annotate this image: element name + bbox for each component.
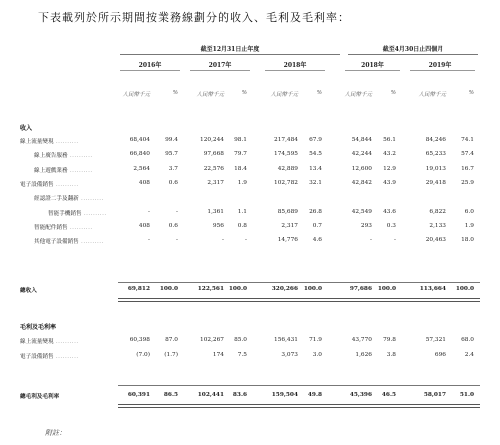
period-divider-interim [348,54,478,55]
percent-cell: 79.8 [383,337,396,343]
row-label-text: 電子設備銷售 [20,181,54,188]
amount-cell: 174 [212,352,224,358]
percent-label: % [468,90,474,96]
table-row [0,223,500,232]
leader-dots: .......... [67,153,93,160]
percent-label: % [172,90,178,96]
percent-cell: 25.9 [461,179,474,186]
percent-cell: 99.4 [165,137,178,143]
row-label-text: 線上流量變現 [20,139,54,145]
amount-cell: 102,267 [200,337,224,343]
percent-cell: 7.5 [237,352,247,358]
section-gross-heading: 毛利及毛利率 [20,324,57,331]
percent-cell: 6.0 [464,208,474,215]
amount-cell: 956 [212,222,224,229]
leader-dots: .......... [78,239,104,246]
percent-cell: 3.8 [386,352,396,358]
percent-cell: 100.0 [455,286,474,292]
amount-cell: 12,600 [351,165,372,172]
table-row [0,337,500,346]
amount-cell: - [222,237,224,244]
percent-cell: 54.5 [309,151,322,158]
percent-cell: 49.8 [307,392,322,398]
year-underline [190,70,250,71]
percent-cell: 0.3 [386,222,396,229]
percent-cell: 3.7 [168,165,178,172]
percent-cell: 43.2 [383,151,396,158]
percent-cell: 56.1 [383,137,396,143]
amount-cell: 1,361 [207,208,224,215]
percent-cell: 1.1 [237,208,247,215]
amount-cell: 68,404 [129,137,150,143]
amount-cell: 42,889 [277,165,298,172]
year-header: 2016年 [138,62,162,69]
percent-cell: (1.7) [164,352,178,358]
percent-cell: 68.0 [461,337,474,343]
row-label-text: 線上流量變現 [20,339,54,345]
table-row [0,137,500,146]
percent-cell: 83.6 [232,392,247,398]
year-header: 2018年 [283,62,307,69]
percent-cell: - [394,237,396,244]
amount-cell: 29,418 [425,179,446,186]
leader-dots: .......... [67,224,93,231]
amount-cell: 1,626 [355,352,372,358]
percent-cell: 51.0 [459,392,474,398]
revenue-total-rule [118,282,480,283]
amount-cell: 69,812 [127,286,150,292]
percent-cell: 100.0 [377,286,396,292]
table-row [0,352,500,361]
year-header: 2017年 [208,62,232,69]
row-label [34,223,93,231]
amount-cell: 57,321 [425,337,446,343]
year-underline [120,70,180,71]
percent-cell: 95.7 [165,151,178,158]
amount-cell: 42,549 [351,208,372,215]
table-row [0,209,500,218]
leader-dots: .......... [53,339,79,345]
percent-cell: 74.1 [461,137,474,143]
percent-cell: 2.4 [464,352,474,358]
gross-total-double-rule [118,404,480,408]
row-label [20,337,79,345]
unit-label: 人民幣千元 [270,92,298,98]
amount-cell: 14,776 [277,237,298,244]
leader-dots: .......... [53,181,79,188]
amount-cell: 19,013 [425,165,446,172]
amount-cell: 58,017 [423,392,446,398]
percent-label: % [241,90,247,96]
amount-cell: 54,844 [351,137,372,143]
unit-label: 人民幣千元 [122,92,150,98]
page-title: 下表載列於所示期間按業務線劃分的收入、毛利及毛利率： [38,11,350,24]
row-label [20,286,37,294]
percent-cell: - [245,237,247,244]
leader-dots: .......... [67,167,93,174]
row-label-text: 線上廣告服務 [34,153,68,160]
amount-cell: 42,244 [351,151,372,158]
amount-cell: 102,782 [274,179,298,186]
percent-cell: 0.8 [237,222,247,229]
amount-cell: 66,840 [129,151,150,158]
revenue-total-double-rule [118,298,480,302]
amount-cell: 6,822 [429,208,446,215]
leader-dots: .......... [78,196,104,203]
percent-cell: 100.0 [303,286,322,292]
percent-cell: 13.4 [309,165,322,172]
percent-cell: 12.9 [383,165,396,172]
percent-cell: 67.9 [309,137,322,143]
leader-dots: .......... [53,354,79,360]
percent-cell: 32.1 [309,179,322,186]
unit-label: 人民幣千元 [344,92,372,98]
unit-label: 人民幣千元 [196,92,224,98]
percent-cell: - [176,237,178,244]
table-row [0,194,500,203]
amount-cell: 85,689 [277,208,298,215]
leader-dots: .......... [81,210,107,217]
percent-cell: 0.7 [312,222,322,229]
percent-label: % [316,90,322,96]
amount-cell: - [148,208,150,215]
amount-cell: 2,564 [133,165,150,172]
row-label [20,392,59,400]
percent-cell: 85.0 [234,337,247,343]
percent-cell: 57.4 [461,151,474,158]
amount-cell: 696 [434,352,446,358]
amount-cell: 113,664 [419,286,446,292]
amount-cell: 156,431 [274,337,298,343]
amount-cell: 120,244 [200,137,224,143]
table-row [0,151,500,160]
percent-cell: 100.0 [159,286,178,292]
table-row [0,166,500,175]
amount-cell: 60,398 [129,337,150,343]
row-label-text: 電子設備銷售 [20,354,54,360]
amount-cell: 97,686 [349,286,372,292]
total-row [0,286,500,295]
percent-cell: - [176,208,178,215]
amount-cell: 293 [360,222,372,229]
table-row [0,180,500,189]
percent-cell: 1.9 [237,179,247,186]
percent-cell: 43.6 [383,208,396,215]
percent-cell: 79.7 [234,151,247,158]
amount-cell: 45,396 [349,392,372,398]
percent-cell: 3.0 [312,352,322,358]
period-header-interim: 截至4月30日止四個月 [382,46,444,53]
amount-cell: 2,133 [429,222,446,229]
period-header-annual: 截至12月31日止年度 [200,46,260,53]
amount-cell: - [370,237,372,244]
percent-label: % [390,90,396,96]
row-label [34,194,104,202]
amount-cell: 60,391 [127,392,150,398]
gross-total-rule [118,385,480,386]
percent-cell: 71.9 [309,337,322,343]
amount-cell: 217,484 [274,137,298,143]
period-divider-annual [120,54,340,55]
percent-cell: 0.6 [168,222,178,229]
percent-cell: 18.4 [234,165,247,172]
amount-cell: 320,266 [271,286,298,292]
percent-cell: 98.1 [234,137,247,143]
percent-cell: 46.5 [381,392,396,398]
row-label-text: 線上遊戲業務 [34,167,68,174]
footnote-label: 附註： [45,429,66,437]
amount-cell: - [148,237,150,244]
year-header: 2019年 [428,62,452,69]
row-label [48,209,107,217]
amount-cell: 97,668 [203,151,224,158]
year-header: 2018年 [361,62,384,69]
row-label-text: 智能手機銷售 [48,210,82,217]
amount-cell: 3,073 [281,352,298,358]
percent-cell: 16.7 [461,165,474,172]
percent-cell: 1.9 [464,222,474,229]
unit-label: 人民幣千元 [418,92,446,98]
amount-cell: 43,770 [351,337,372,343]
amount-cell: (7.0) [136,352,150,358]
percent-cell: 26.8 [309,208,322,215]
row-label-text: 總收入 [20,288,37,294]
percent-cell: 87.0 [165,337,178,343]
row-label-text: 經認證二手及翻新 [34,196,79,203]
row-label-text: 總毛利及毛利率 [20,394,60,400]
amount-cell: 65,233 [425,151,446,158]
row-label [34,151,93,159]
amount-cell: 2,317 [207,179,224,186]
row-label-text: 其他電子設備銷售 [34,239,79,246]
amount-cell: 84,246 [425,137,446,143]
percent-cell: 0.6 [168,179,178,186]
amount-cell: 42,842 [351,179,372,186]
amount-cell: 102,441 [197,392,224,398]
percent-cell: 86.5 [163,392,178,398]
amount-cell: 408 [138,222,150,229]
amount-cell: 159,504 [271,392,298,398]
year-underline [345,70,400,71]
row-label [34,237,104,245]
percent-cell: 43.9 [383,179,396,186]
row-label [20,352,79,360]
amount-cell: 408 [138,179,150,186]
amount-cell: 2,317 [281,222,298,229]
percent-cell: 100.0 [228,286,247,292]
year-underline [265,70,325,71]
amount-cell: 20,463 [425,237,446,244]
amount-cell: 22,576 [203,165,224,172]
leader-dots: .......... [53,139,79,145]
amount-cell: 122,561 [197,286,224,292]
percent-cell: 4.6 [312,237,322,244]
table-row [0,237,500,246]
total-row [0,392,500,401]
row-label [34,166,93,174]
row-label-text: 智能配件銷售 [34,224,68,231]
percent-cell: 18.0 [461,237,474,244]
section-revenue-heading: 收入 [20,125,33,132]
year-underline [410,70,475,71]
row-label [20,180,79,188]
amount-cell: 174,595 [274,151,298,158]
row-label [20,137,79,145]
